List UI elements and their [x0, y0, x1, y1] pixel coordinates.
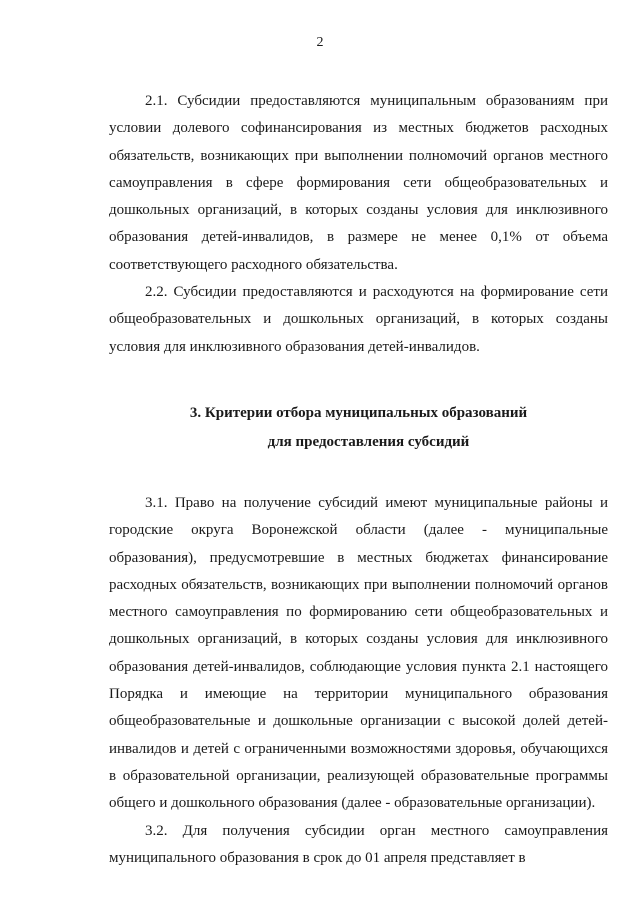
document-body [109, 88, 608, 872]
section-heading-line-1: 3. Критерии отбора муниципальных образований [189, 404, 528, 421]
paragraph-2-1: 2.1. Субсидии предоставляются муниципальным образованиям при условии долевого софинансирования из местных бюджетов расходных обязательств, возникающих при выполнении полномочий органов местного самоуправления в сфере формирования сети общеобразовательных и дошкольных организаций, в которых созданы условия для инклюзивного образования детей-инвалидов, в размере не менее 0,1% от объема соответствующего расходного обязательства. [109, 93, 608, 273]
section-spacer [109, 457, 608, 490]
page-number: 2 [316, 35, 324, 50]
paragraph-3-1: 3.1. Право на получение субсидий имеют муниципальные районы и городские округа Воронежской области (далее - муниципальные образования), предусмотревшие в местных бюджетах финансирование расходных обязательств, возникающих при выполнении полномочий органов местного самоуправления по формированию сети общеобразовательных и дошкольных организаций, в которых созданы условия для инклюзивного образования детей-инвалидов, соблюдающие условия пункта 2.1 настоящего Порядка и имеющие на территории муниципального образования общеобразовательные и дошкольные организации с высокой долей детей-инвалидов и детей с ограниченными возможностями здоровья, обучающихся в образовательной организации, реализующей образовательные программы общего и дошкольного образования (далее - образовательные организации). [109, 494, 608, 812]
paragraph-2-2: 2.2. Субсидии предоставляются и расходуются на формирование сети общеобразовательных и дошкольных организаций, в которых созданы условия для инклюзивного образования детей-инвалидов. [109, 284, 608, 355]
paragraph-3-2: 3.2. Для получения субсидии орган местного самоуправления муниципального образования в срок до 01 апреля представляет в [109, 822, 608, 866]
section-heading-line-2: для предоставления субсидий [267, 433, 470, 450]
section-heading [109, 399, 608, 457]
